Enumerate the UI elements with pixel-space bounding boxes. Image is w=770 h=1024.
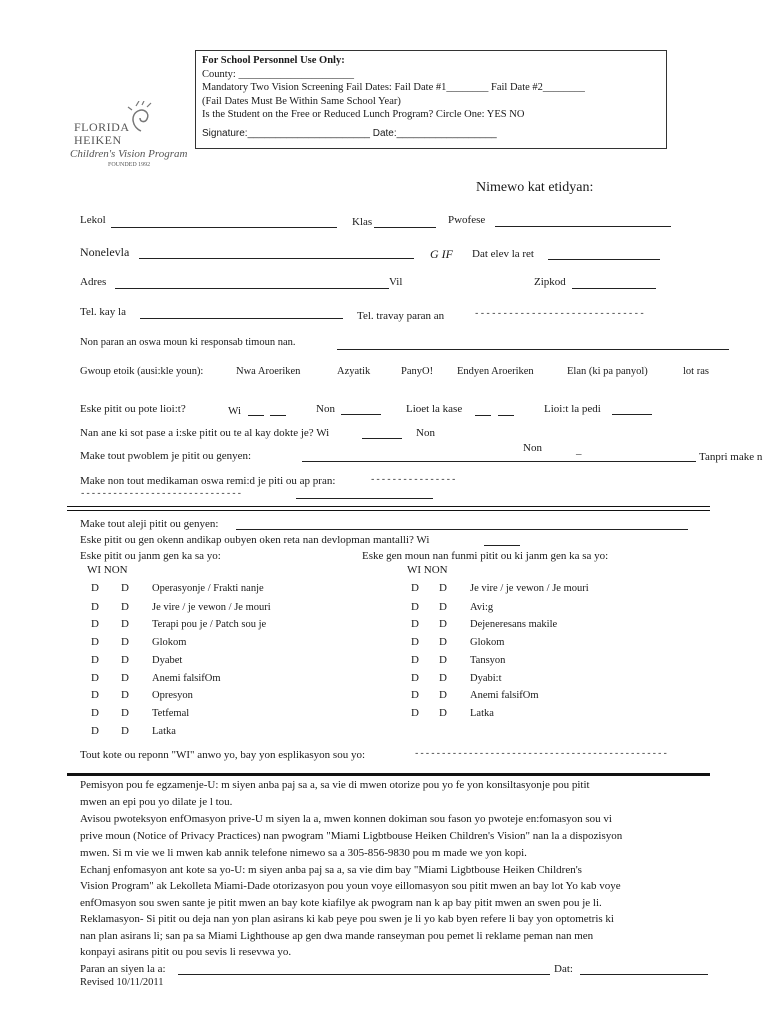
- ethnic-option-1[interactable]: Nwa Aroeriken: [236, 366, 301, 377]
- consent-p3b: Vision Program" ak Lekolleta Miami-Dade otorizasyon pou youn voye eillomasyon sou pitit mwen an bay lot Yo kab voye: [80, 880, 621, 892]
- non-checkbox[interactable]: D: [121, 582, 129, 594]
- school-box-heading: For School Personnel Use Only:: [202, 55, 345, 66]
- klas-field[interactable]: [374, 227, 436, 228]
- date-field[interactable]: [580, 974, 708, 975]
- dat-elev-field[interactable]: [548, 259, 660, 260]
- condition-label: Latka: [152, 726, 176, 737]
- consent-p4c: konpayi asirans pitit ou pou sevis li resevwa yo.: [80, 946, 292, 958]
- wi-checkbox[interactable]: D: [91, 601, 99, 613]
- non-checkbox[interactable]: D: [439, 707, 447, 719]
- logo-line4: FOUNDED 1992: [108, 162, 151, 168]
- condition-label: Tansyon: [470, 655, 506, 666]
- wi-checkbox[interactable]: D: [91, 582, 99, 594]
- wi-checkbox[interactable]: D: [411, 618, 419, 630]
- tel-travay-field[interactable]: ------------------------------: [474, 309, 646, 319]
- disability-question: Eske pitit ou gen okenn andikap oubyen oken reta nan devlopman mantalli? Wi: [80, 534, 430, 546]
- consent-p1a: Pemisyon pou fe egzamenje-U: m siyen anba paj sa a, sa vie di mwen otorize pou yo fe yon konsiltasyonje pou pitit: [80, 779, 590, 791]
- wi-checkbox[interactable]: D: [411, 582, 419, 594]
- florida-heiken-logo: [70, 95, 190, 175]
- county-line: County: ______________________: [202, 69, 354, 80]
- school-personnel-box: [195, 50, 667, 149]
- condition-label: Avi:g: [470, 602, 494, 613]
- pwofese-field[interactable]: [495, 226, 671, 227]
- ethnic-option-5[interactable]: Elan (ki pa panyol): [567, 366, 648, 377]
- right-wi-non-header: WI NON: [407, 564, 448, 576]
- consent-p3c: enfOmasyon sou swen sante je pitit mwen an bay kote kiafilye ak pwogram nan k ap bay pitit mwen an swen pou je li.: [80, 897, 602, 909]
- logo-swirl-icon: [126, 101, 156, 135]
- explanation-field[interactable]: -----------------------------------------------: [414, 749, 668, 759]
- gif-label: G IF: [430, 247, 453, 261]
- left-wi-non-header: WI NON: [87, 564, 128, 576]
- ethnic-option-2[interactable]: Azyatik: [337, 366, 371, 377]
- medication-field-3[interactable]: [296, 498, 433, 499]
- date-label: Dat:: [554, 963, 573, 975]
- non-checkbox[interactable]: D: [121, 672, 129, 684]
- lioet-kase-field[interactable]: [475, 415, 491, 416]
- wi-checkbox[interactable]: D: [91, 689, 99, 701]
- ethnic-option-6[interactable]: lot ras: [683, 366, 709, 377]
- condition-label: Je vire / je vewon / Je mouri: [152, 602, 271, 613]
- non-paran-label: Non paran an oswa moun ki responsab timoun nan.: [80, 337, 296, 348]
- non-checkbox[interactable]: D: [439, 618, 447, 630]
- medication-field-2[interactable]: ------------------------------: [80, 489, 243, 499]
- non-checkbox[interactable]: D: [439, 601, 447, 613]
- glasses-wi-label: Wi: [228, 405, 241, 417]
- logo-line1: FLORIDA: [74, 120, 130, 134]
- adres-label: Adres: [80, 276, 107, 288]
- parent-signature-label: Paran an siyen la a:: [80, 963, 166, 975]
- non-checkbox[interactable]: D: [121, 689, 129, 701]
- ethnic-option-3[interactable]: PanyO!: [401, 366, 434, 377]
- non-checkbox[interactable]: D: [121, 707, 129, 719]
- non-checkbox[interactable]: D: [121, 725, 129, 737]
- consent-p2b: prive moun (Notice of Privacy Practices) nan pwogram "Miami Ligbtbouse Heiken Children's Vision" nan la a dispozisyon: [80, 830, 623, 842]
- explanation-question: Tout kote ou reponn "WI" anwo yo, bay yon esplikasyon sou yo:: [80, 749, 366, 761]
- ethnic-option-4[interactable]: Endyen Aroeriken: [457, 366, 534, 377]
- adres-field[interactable]: [115, 288, 389, 289]
- tel-label: Tel. kay la: [80, 306, 126, 318]
- condition-label: Je vire / je vewon / Je mouri: [470, 583, 589, 594]
- condition-label: Tetfemal: [152, 708, 190, 719]
- non-checkbox[interactable]: D: [439, 582, 447, 594]
- allergy-field[interactable]: [236, 529, 688, 530]
- consent-divider: [67, 773, 710, 776]
- glasses-non-label: Non: [316, 403, 335, 415]
- divider-bottom: [67, 510, 710, 511]
- disability-wi-field[interactable]: [484, 545, 520, 546]
- parent-signature-field[interactable]: [178, 974, 550, 975]
- wi-checkbox[interactable]: D: [91, 618, 99, 630]
- wi-checkbox[interactable]: D: [411, 689, 419, 701]
- lekol-label: Lekol: [80, 214, 106, 226]
- lioet-kase-field-2[interactable]: [498, 415, 514, 416]
- glasses-non-field[interactable]: [341, 414, 381, 415]
- wi-checkbox[interactable]: D: [91, 707, 99, 719]
- lekol-field[interactable]: [111, 227, 337, 228]
- logo-line2: HEIKEN: [74, 133, 122, 147]
- lioit-pedi-label: Lioi:t la pedi: [544, 403, 601, 415]
- tel-field[interactable]: [140, 318, 343, 319]
- doctor-non-label: Non: [416, 427, 435, 439]
- lioet-kase-label: Lioet la kase: [406, 403, 463, 415]
- wi-checkbox[interactable]: D: [411, 654, 419, 666]
- eye-problem-field[interactable]: [302, 461, 696, 462]
- doctor-question: Nan ane ki sot pase a i:ske pitit ou te al kay dokte je? Wi: [80, 427, 330, 439]
- doctor-wi-field[interactable]: [362, 438, 402, 439]
- tel-travay-label: Tel. travay paran an: [357, 310, 445, 322]
- condition-label: Dyabi:t: [470, 673, 502, 684]
- condition-label: Terapi pou je / Patch sou je: [152, 619, 267, 630]
- pwofese-label: Pwofese: [448, 214, 486, 226]
- condition-label: Glokom: [470, 637, 505, 648]
- condition-label: Glokom: [152, 637, 187, 648]
- non-checkbox[interactable]: D: [121, 618, 129, 630]
- vil-label: Vil: [389, 276, 403, 288]
- zipkod-field[interactable]: [572, 288, 656, 289]
- non-checkbox[interactable]: D: [439, 689, 447, 701]
- signature-line: Signature:______________________ Date:__________________: [202, 128, 497, 139]
- eye-problem-question: Make tout pwoblem je pitit ou genyen:: [80, 450, 252, 462]
- glasses-wi-field[interactable]: [248, 415, 264, 416]
- wi-checkbox[interactable]: D: [91, 672, 99, 684]
- medication-field[interactable]: ----------------: [370, 475, 457, 485]
- consent-p3a: Echanj enfomasyon ant kote sa yo-U: m siyen anba paj sa a, sa vie dim bay "Miami Ligbtbouse Heiken Children's: [80, 864, 582, 876]
- dat-elev-label: Dat elev la ret: [472, 248, 534, 260]
- medication-question: Make non tout medikaman oswa remi:d je piti ou ap pran:: [80, 475, 336, 487]
- wi-checkbox[interactable]: D: [91, 725, 99, 737]
- tanpri-label: Tanpri make n: [699, 451, 763, 463]
- condition-label: Opresyon: [152, 690, 193, 701]
- ethnic-label: Gwoup etoik (ausi:kle youn):: [80, 366, 204, 377]
- wi-checkbox[interactable]: D: [411, 601, 419, 613]
- wi-checkbox[interactable]: D: [411, 636, 419, 648]
- condition-label: Dyabet: [152, 655, 183, 666]
- non-paran-field[interactable]: [337, 349, 729, 350]
- lioit-pedi-field[interactable]: [612, 414, 652, 415]
- lunch-question: Is the Student on the Free or Reduced Lunch Program? Circle One: YES NO: [202, 109, 525, 120]
- condition-label: Latka: [470, 708, 494, 719]
- consent-p4b: nan plan asirans li; san pa sa Miami Lighthouse ap gen dwa mande ranseyman pou pemet li reklame peman nan men: [80, 930, 594, 942]
- wi-checkbox[interactable]: D: [91, 654, 99, 666]
- non-checkbox[interactable]: D: [121, 654, 129, 666]
- fail-dates-line: Mandatory Two Vision Screening Fail Dates: Fail Date #1________ Fail Date #2________: [202, 82, 585, 93]
- allergy-question: Make tout aleji pitit ou genyen:: [80, 518, 219, 530]
- non-checkbox[interactable]: D: [439, 672, 447, 684]
- non-checkbox[interactable]: D: [439, 654, 447, 666]
- consent-p1b: mwen an epi pou yo dilate je l tou.: [80, 796, 233, 808]
- nonelevla-label: Nonelevla: [80, 245, 130, 259]
- condition-label: Anemi falsifOm: [152, 673, 221, 684]
- consent-p2c: mwen. Si m vie we li mwen kab annik telefone nimewo sa a 305-856-9830 pou m made we yon kopi.: [80, 847, 527, 859]
- condition-label: Dejeneresans makile: [470, 619, 558, 630]
- zipkod-label: Zipkod: [534, 276, 566, 288]
- glasses-wi-field-2[interactable]: [270, 415, 286, 416]
- wi-checkbox[interactable]: D: [411, 672, 419, 684]
- logo-line3: Children's Vision Program: [70, 148, 188, 160]
- consent-p2a: Avisou pwoteksyon enfOmasyon prive-U m siyen la a, mwen konnen dokiman sou fason yo pwoteje en:fomasyon sou vi: [80, 813, 612, 825]
- non-checkbox[interactable]: D: [121, 636, 129, 648]
- eye-problem-non-label: Non: [523, 442, 542, 454]
- wi-checkbox[interactable]: D: [91, 636, 99, 648]
- condition-label: Operasyonje / Frakti nanje: [152, 583, 264, 594]
- non-checkbox[interactable]: D: [439, 636, 447, 648]
- conditions-family-question: Eske gen moun nan funmi pitit ou ki janm gen ka sa yo:: [362, 550, 609, 562]
- klas-label: Klas: [352, 216, 373, 228]
- form-title: Nimewo kat etidyan:: [476, 180, 594, 195]
- fail-note: (Fail Dates Must Be Within Same School Year): [202, 96, 401, 107]
- non-checkbox[interactable]: D: [121, 601, 129, 613]
- revised-note: Revised 10/11/2011: [80, 977, 164, 988]
- conditions-child-question: Eske pitit ou janm gen ka sa yo:: [80, 550, 221, 562]
- glasses-question: Eske pitit ou pote lioi:t?: [80, 403, 186, 415]
- nonelevla-field[interactable]: [139, 258, 414, 259]
- wi-checkbox[interactable]: D: [411, 707, 419, 719]
- eye-problem-dash: _: [576, 444, 582, 456]
- divider-top: [67, 506, 710, 507]
- condition-label: Anemi falsifOm: [470, 690, 539, 701]
- consent-p4a: Reklamasyon- Si pitit ou deja nan yon plan asirans ki kab peye pou swen je li yo kab byen refere li bay yon optometris ki: [80, 913, 614, 925]
